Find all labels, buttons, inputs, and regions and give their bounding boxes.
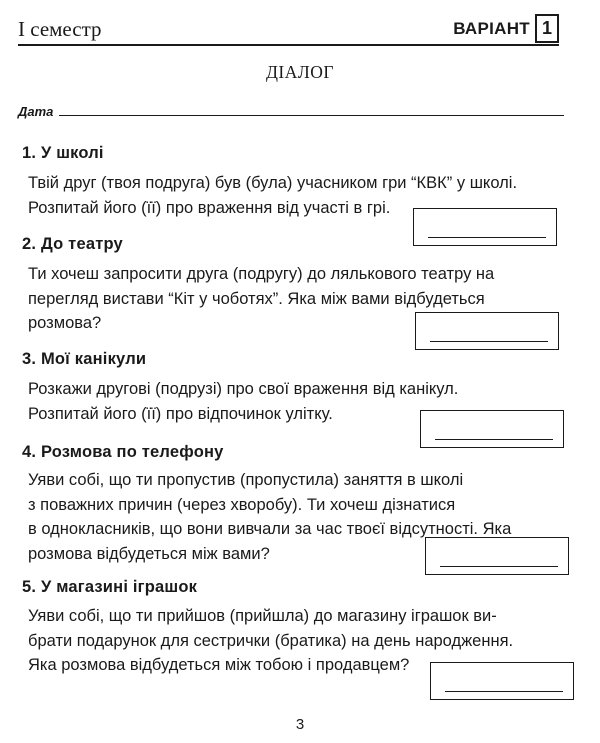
date-input-line[interactable] [59,105,564,116]
task-3-line-1: Розкажи другові (подрузі) про свої враження від канікул. [28,380,459,398]
task-2-title: 2. До театру [22,235,123,253]
task-5-title: 5. У магазині іграшок [22,578,198,596]
task-5-line-3: Яка розмова відбудеться між тобою і продавцем? [28,656,410,674]
task-2-line-2: перегляд вистави “Кіт у чоботях”. Яка між вами відбудеться [28,289,485,308]
variant-number-box: 1 [535,14,559,43]
task-5-answer-box[interactable] [430,662,574,700]
task-4-answer-line [440,566,558,567]
task-3-text [28,377,458,426]
task-2 [22,235,572,264]
page-number: 3 [295,716,305,733]
task-5-line-2: брати подарунок для сестрички (братика) на день народження. [28,631,514,650]
task-4-line-3: в однокласників, що вони вивчали за час твоєї відсутності. Яка [28,520,512,538]
task-2-line-1: Ти хочеш запросити друга (подругу) до лялькового театру на [28,265,495,283]
task-2-answer-box[interactable] [415,312,559,350]
variant-label: ВАРІАНТ [453,18,530,38]
task-4-title: 4. Розмова по телефону [22,443,224,461]
task-5 [22,578,572,607]
variant-indicator [453,14,559,43]
date-label: Дата [18,104,54,119]
task-3-line-2: Розпитай його (її) про відпочинок улітку. [28,404,333,423]
task-3-answer-line [435,439,553,440]
page-title: ДІАЛОГ [265,62,335,82]
task-1-line-2: Розпитай його (її) про враження від участі в грі. [28,198,391,217]
task-4-answer-box[interactable] [425,537,569,575]
task-2-answer-line [430,341,548,342]
task-1-title: 1. У школі [22,144,104,162]
task-5-answer-line [445,691,563,692]
task-3 [22,350,572,379]
task-4-line-2: з поважних причин (через хворобу). Ти хочеш дізнатися [28,495,456,514]
task-1-line-1: Твій друг (твоя подруга) був (була) учасником гри “КВК” у школі. [28,174,518,192]
task-1 [22,144,572,173]
task-4-line-1: Уяви собі, що ти пропустив (пропустила) заняття в школі [28,471,464,489]
task-3-title: 3. Мої канікули [22,350,147,368]
header-divider [18,44,559,46]
task-2-line-3: розмова? [28,314,102,332]
task-5-line-1: Уяви собі, що ти прийшов (прийшла) до магазину іграшок ви- [28,607,497,625]
semester-label: І семестр [18,17,102,41]
task-4-line-4: розмова відбудеться між вами? [28,544,270,563]
date-field[interactable] [18,104,564,119]
